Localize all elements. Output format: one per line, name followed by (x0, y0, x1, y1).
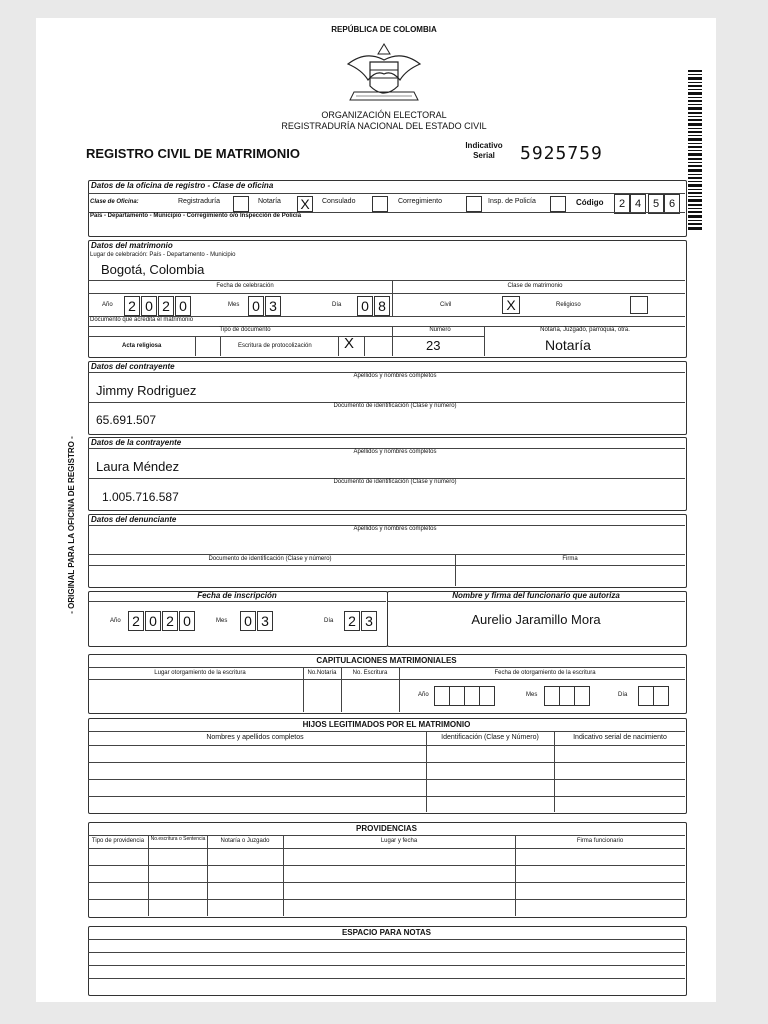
bride-names-label: Apellidos y nombres completos (353, 449, 437, 455)
groom-id-value: 65.691.507 (96, 413, 157, 427)
indicativo-label: Indicativo (465, 141, 503, 150)
registry-line: REGISTRADURÍA NACIONAL DEL ESTADO CIVIL (281, 121, 487, 131)
doc-type-label: Tipo de documento (219, 327, 271, 333)
official-title: Nombre y firma del funcionario que autoriza (452, 591, 620, 600)
marriage-place-label: Lugar de celebración: País - Departamento - Municipio (90, 252, 236, 258)
office-section-title: Datos de la oficina de registro - Clase de oficina (91, 181, 274, 190)
side-label: - ORIGINAL PARA LA OFICINA DE REGISTRO - (67, 436, 76, 614)
checkbox-religious[interactable] (630, 296, 648, 314)
office-option-consulado: Consulado (322, 198, 356, 205)
celebration-year-digit: 2 (124, 296, 140, 316)
office-location-label: País - Departamento - Municipio - Corregimiento o/o Inspección de Policía (90, 213, 302, 219)
reporter-names-label: Apellidos y nombres completos (353, 526, 437, 532)
children-col-names: Nombres y apellidos completos (206, 734, 304, 741)
marriage-doc-label: Documento que acredita el matrimonio (90, 317, 194, 323)
acta-religiosa-label: Acta religiosa (122, 343, 162, 349)
checkbox-registraduria[interactable] (233, 196, 249, 212)
codigo-label: Código (576, 198, 604, 207)
escritura-label: Escritura de protocolización (238, 343, 312, 349)
inscription-date-title: Fecha de inscripción (197, 591, 277, 600)
celebration-year-digit: 2 (158, 296, 174, 316)
children-title: HIJOS LEGITIMADOS POR EL MATRIMONIO (302, 720, 471, 729)
inscription-day-digit: 2 (344, 611, 360, 631)
reporter-sign-label: Firma (562, 556, 578, 562)
office-class-label: Clase de Oficina: (90, 199, 139, 205)
bride-name-value: Laura Méndez (96, 459, 180, 474)
celebration-day-digit: 0 (357, 296, 373, 316)
doc-number-label: Número (429, 327, 451, 333)
celebration-date-label: Fecha de celebración (216, 283, 274, 289)
groom-name-value: Jimmy Rodriguez (96, 383, 197, 398)
prov-col-num: No.escritura o Sentencia (150, 836, 206, 842)
reporter-section-title: Datos del denunciante (91, 515, 177, 524)
inscription-month-digit: 0 (240, 611, 256, 631)
form-title: REGISTRO CIVIL DE MATRIMONIO (86, 146, 301, 161)
capitulaciones-title: CAPITULACIONES MATRIMONIALES (316, 656, 457, 665)
groom-id-label: Documento de identificación (Clase y número) (333, 403, 457, 409)
marriage-section-title: Datos del matrimonio (91, 241, 173, 250)
cap-month-label: Mes (526, 692, 538, 698)
office-option-policia: Insp. de Policía (488, 198, 536, 205)
inscription-year-label: Año (110, 618, 121, 624)
checkbox-civil[interactable]: X (502, 296, 520, 314)
celebration-month-digit: 0 (248, 296, 264, 316)
cap-place-label: Lugar otorgamiento de la escritura (154, 670, 246, 676)
doc-notary-label: Notaría, Juzgado, parroquia, otra. (540, 327, 630, 333)
official-name-value: Aurelio Jaramillo Mora (471, 612, 601, 627)
escritura-mark[interactable]: X (344, 335, 355, 352)
codigo-digit: 4 (630, 194, 646, 214)
reporter-id-label: Documento de identificación (Clase y número) (208, 556, 332, 562)
inscription-year-digit: 0 (179, 611, 195, 631)
marriage-place-value: Bogotá, Colombia (101, 262, 205, 277)
office-option-notaria: Notaría (258, 198, 281, 205)
serial-label: Serial (473, 151, 495, 160)
celebration-day-digit: 8 (374, 296, 390, 316)
cap-escritura-label: No. Escritura (352, 670, 388, 676)
doc-number-value: 23 (426, 338, 441, 353)
cap-day-label: Día (618, 692, 628, 698)
inscription-year-digit: 0 (145, 611, 161, 631)
checkbox-corregimiento[interactable] (466, 196, 482, 212)
office-option-registraduria: Registraduría (178, 198, 221, 205)
celebration-year-digit: 0 (175, 296, 191, 316)
checkbox-notaria[interactable]: X (297, 196, 313, 212)
inscription-year-digit: 2 (162, 611, 178, 631)
religious-label: Religioso (556, 302, 581, 308)
country-heading: REPÚBLICA DE COLOMBIA (331, 25, 437, 34)
codigo-digit: 5 (648, 194, 664, 214)
celebration-day-label: Día (332, 302, 342, 308)
bride-id-value: 1.005.716.587 (102, 490, 179, 504)
inscription-month-digit: 3 (257, 611, 273, 631)
prov-col-firma: Firma funcionario (576, 838, 624, 844)
inscription-day-label: Día (324, 618, 334, 624)
groom-names-label: Apellidos y nombres completos (353, 373, 437, 379)
checkbox-policia[interactable] (550, 196, 566, 212)
providencias-title: PROVIDENCIAS (356, 824, 417, 833)
children-section (88, 718, 687, 814)
celebration-year-digit: 0 (141, 296, 157, 316)
celebration-month-label: Mes (228, 302, 240, 308)
serial-number: 5925759 (520, 143, 603, 164)
cap-year-label: Año (418, 692, 429, 698)
organization-line: ORGANIZACIÓN ELECTORAL (321, 110, 447, 120)
marriage-class-label: Clase de matrimonio (507, 283, 563, 289)
bride-section-title: Datos de la contrayente (91, 438, 182, 447)
cap-date-label: Fecha de otorgamiento de la escritura (494, 670, 596, 676)
doc-notary-value: Notaría (545, 337, 591, 353)
codigo-digit: 2 (614, 194, 630, 214)
barcode (686, 70, 722, 240)
inscription-month-label: Mes (216, 618, 228, 624)
inscription-year-digit: 2 (128, 611, 144, 631)
coat-of-arms-icon (342, 40, 426, 110)
bride-id-label: Documento de identificación (Clase y número) (333, 479, 457, 485)
codigo-digit: 6 (664, 194, 680, 214)
prov-col-notaria: Notaría o Juzgado (220, 838, 270, 844)
children-col-serial: Indicativo serial de nacimiento (573, 734, 667, 741)
notes-title: ESPACIO PARA NOTAS (341, 928, 432, 937)
celebration-year-label: Año (102, 302, 113, 308)
celebration-month-digit: 3 (265, 296, 281, 316)
checkbox-consulado[interactable] (372, 196, 388, 212)
inscription-day-digit: 3 (361, 611, 377, 631)
prov-col-lugar: Lugar y fecha (380, 838, 418, 844)
office-option-corregimiento: Corregimiento (398, 198, 442, 205)
groom-section-title: Datos del contrayente (91, 362, 175, 371)
civil-label: Civil (440, 302, 452, 308)
cap-notaria-label: No.Notaría (307, 670, 337, 676)
prov-col-tipo: Tipo de providencia (91, 838, 145, 844)
children-col-id: Identificación (Clase y Número) (441, 734, 539, 741)
